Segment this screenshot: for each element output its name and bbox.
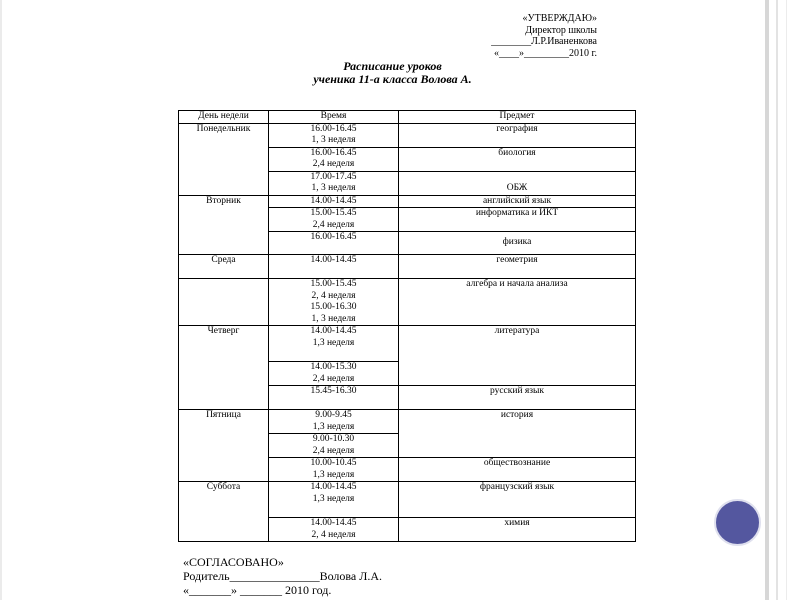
- slide-right-border-inner: [776, 0, 778, 600]
- approval-signature: ________Л.Р.Иваненкова: [491, 36, 597, 48]
- week-text: 2,4 неделя: [312, 219, 355, 230]
- week-text: 1, 3 неделя: [311, 183, 356, 193]
- approval-heading: «УТВЕРЖДАЮ»: [522, 13, 597, 24]
- subject-cell: ОБЖ: [399, 171, 636, 195]
- subject-cell: французский язык: [399, 482, 636, 518]
- day-wednesday: Среда: [179, 255, 269, 279]
- time-cell: [269, 195, 399, 208]
- decorative-circle: [714, 499, 761, 546]
- day-tuesday: Вторник: [179, 195, 269, 255]
- parent-signature: Родитель_______________Волова Л.А.: [183, 569, 383, 583]
- time-cell: [269, 255, 399, 279]
- time-cell: [269, 362, 399, 386]
- table-header-row: [179, 111, 636, 124]
- time-text: 14.00-14.45: [310, 482, 357, 492]
- subject-cell: русский язык: [399, 386, 636, 410]
- time-text: 9.00-10.30: [312, 434, 355, 444]
- week-text: 2, 4 неделя: [311, 290, 356, 301]
- document-title: [300, 60, 485, 86]
- time-cell: [269, 518, 399, 542]
- time-text: 15.00-15.45: [310, 279, 357, 289]
- time-text: 14.00-14.45: [310, 326, 357, 336]
- time-text: 14.00-15.30: [310, 362, 357, 372]
- subject-cell: география: [399, 123, 636, 147]
- time-text: 16.00-16.45: [310, 147, 357, 158]
- week-text: 1,3 неделя: [312, 337, 355, 348]
- time-text: 14.00-14.45: [310, 518, 357, 528]
- table-row: [179, 482, 636, 518]
- time-text: 10.00-10.45: [310, 458, 357, 468]
- time-cell: [269, 386, 399, 410]
- time-text: 15.45-16.30: [310, 386, 357, 396]
- table-row: [179, 326, 636, 362]
- time-text: 9.00-9.45: [315, 410, 352, 420]
- time-cell: [269, 208, 399, 232]
- time-cell: [269, 232, 399, 255]
- subject-cell: обществознание: [399, 458, 636, 482]
- table-row: [179, 123, 636, 147]
- time-text: 15.00-15.45: [310, 208, 357, 218]
- time-text: 14.00-14.45: [310, 195, 357, 206]
- time-cell: [269, 123, 399, 147]
- time-text: 16.00-16.45: [310, 123, 357, 134]
- title-line-2: ученика 11-а класса Волова А.: [313, 72, 472, 86]
- time-cell: [269, 279, 399, 326]
- table-row: [179, 279, 636, 326]
- approval-position: Директор школы: [525, 24, 597, 36]
- agreement-block: [183, 555, 382, 597]
- subject-cell: алгебра и начала анализа: [399, 279, 636, 326]
- day-saturday: Суббота: [179, 482, 269, 542]
- week-text: 2,4 неделя: [312, 373, 355, 384]
- slide-left-border: [0, 0, 2, 600]
- time-cell: [269, 326, 399, 362]
- day-empty: [179, 279, 269, 326]
- agreed-heading: «СОГЛАСОВАНО»: [183, 555, 284, 569]
- subject-cell: информатика и ИКТ: [399, 208, 636, 232]
- day-friday: Пятница: [179, 410, 269, 482]
- week-text: 1, 3 неделя: [311, 313, 356, 324]
- approval-date: «____»_________2010 г.: [494, 47, 597, 59]
- title-line-1: Расписание уроков: [343, 59, 442, 73]
- approval-block: [377, 13, 597, 59]
- time-cell: [269, 482, 399, 518]
- week-text: 1,3 неделя: [312, 493, 355, 504]
- header-day: День недели: [179, 111, 269, 124]
- header-subject: Предмет: [399, 111, 636, 124]
- day-thursday: Четверг: [179, 326, 269, 410]
- week-text: 1, 3 неделя: [311, 135, 356, 145]
- time-text: 16.00-16.45: [310, 232, 357, 242]
- schedule-table: [178, 110, 636, 542]
- table-row: [179, 255, 636, 279]
- slide-right-border: [765, 0, 769, 600]
- week-text: 1,3 неделя: [312, 421, 355, 432]
- week-text: 2,4 неделя: [312, 445, 355, 456]
- time-text: 17.00-17.45: [310, 171, 357, 182]
- week-text: 2,4 неделя: [312, 159, 355, 169]
- subject-cell: история: [399, 410, 636, 458]
- subject-cell: физика: [399, 232, 636, 255]
- subject-cell: химия: [399, 518, 636, 542]
- time-cell: [269, 458, 399, 482]
- subject-cell: литература: [399, 326, 636, 386]
- subject-cell: английский язык: [399, 195, 636, 208]
- time-cell: [269, 171, 399, 195]
- time-cell: [269, 410, 399, 434]
- time-text: 14.00-14.45: [310, 255, 357, 265]
- subject-cell: биология: [399, 147, 636, 171]
- slide-right-border-outer: [786, 0, 787, 600]
- table-row: [179, 195, 636, 208]
- subject-cell: геометрия: [399, 255, 636, 279]
- agreed-date: «_______» _______ 2010 год.: [183, 583, 332, 597]
- header-time: Время: [269, 111, 399, 124]
- table-row: [179, 410, 636, 434]
- time-cell: [269, 434, 399, 458]
- time-text: 15.00-16.30: [310, 302, 357, 312]
- time-cell: [269, 147, 399, 171]
- week-text: 1,3 неделя: [312, 469, 355, 480]
- week-text: 2, 4 неделя: [311, 529, 356, 540]
- day-monday: Понедельник: [179, 123, 269, 195]
